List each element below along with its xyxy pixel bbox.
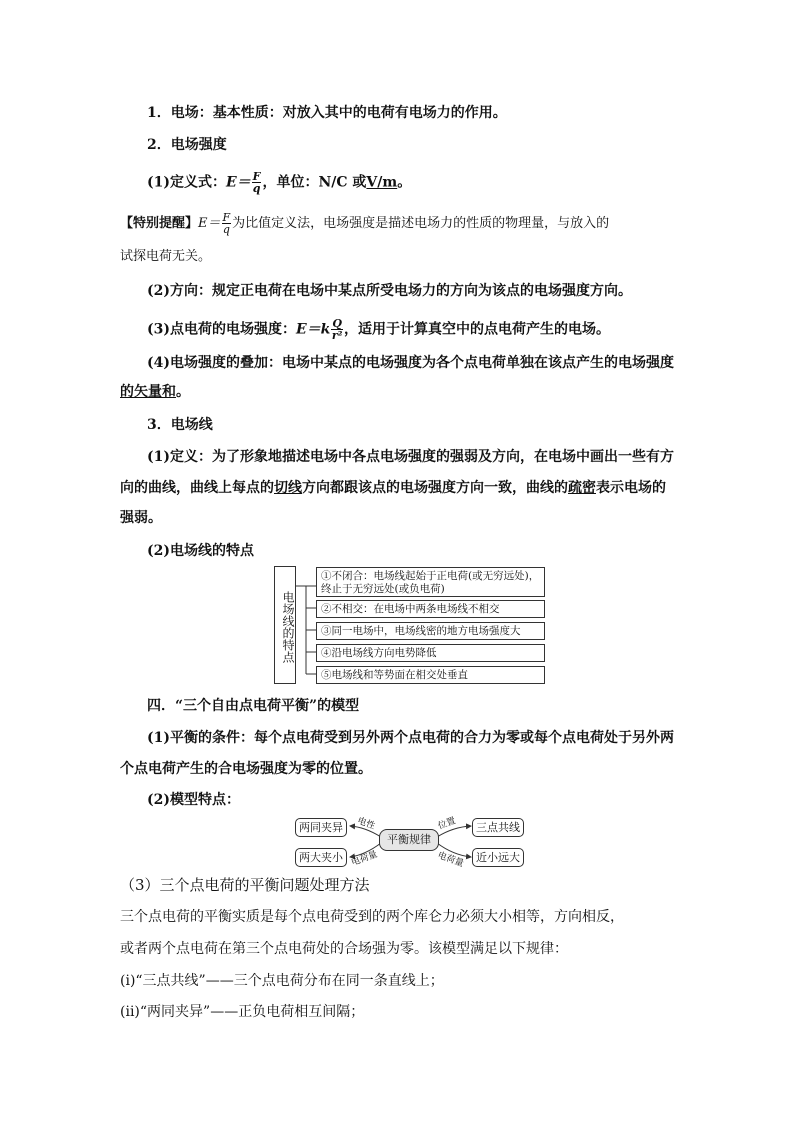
superposition-line-2 [120,383,190,401]
balance-rules-diagram [295,815,525,870]
point-2-heading: 2．电场强度 [147,137,227,153]
note-numerator: F [222,211,231,224]
feature-item-2: ②不相交：在电场中两条电场线不相交 [316,600,545,618]
rule-ii: (ii)“两同夹异”——正负电荷相互间隔； [120,1004,365,1020]
note-fraction [222,212,232,235]
feature-item-3: ③同一电场中，电场线密的地方电场强度大 [316,622,545,640]
vector-sum: 的矢量和 [120,384,176,400]
point-charge-label: (3)点电荷的电场强度： [147,321,296,338]
method-heading: （3）三个点电荷的平衡问题处理方法 [120,876,370,894]
feature-item-1: ①不闭合：电场线起始于正电荷(或无穷远处)，终止于无穷远处(或负电荷) [316,567,545,597]
note-tag: 【特别提醒】 [120,216,199,231]
def-part-a: 向的曲线，曲线上每点的 [120,480,274,496]
special-note-line [120,212,609,235]
balance-condition-line: (1)平衡的条件：每个点电荷受到另外两个点电荷的合力为零或每个点电荷处于另外两 [147,730,674,746]
method-text-1: 三个点电荷的平衡实质是每个点电荷受到的两个库仑力必须大小相等，方向相反， [120,909,624,925]
field-line-definition-2 [120,479,666,497]
note-text: 为比值定义法，电场强度是描述电场力的性质的物理量，与放入的 [232,216,610,231]
definition-formula-line [147,171,411,194]
fraction-q-over-r2 [331,318,343,341]
definition-label: (1)定义式： [147,174,226,191]
field-line-features-heading: (2)电场线的特点 [147,543,254,559]
fraction-q: Q [332,317,342,330]
fraction-r2: r² [331,329,343,342]
note-denominator: q [222,223,230,236]
field-line-definition: (1)定义：为了形象地描述电场中各点电场强度的强弱及方向，在电场中画出一些有方 [147,449,674,465]
model-features-heading: (2)模型特点： [147,792,240,808]
point-charge-field-line [147,318,610,341]
fraction-numerator: F [252,170,261,183]
label-charge-sign: 电性 [355,816,377,832]
label-charge-amount-left: 电荷量 [350,849,379,869]
point-1-electric-field: 1．电场：基本性质：对放入其中的电荷有电场力的作用。 [147,105,507,121]
label-position: 位置 [436,816,458,832]
mindmap-root: 电场线的特点 [274,566,296,684]
rule-i: (i)“三点共线”——三个点电荷分布在同一条直线上； [120,973,444,989]
balance-rule-center: 平衡规律 [379,829,439,851]
period: 。 [176,384,190,400]
unit-vm: V/m [366,174,398,191]
tangent-term: 切线 [274,480,302,496]
note-formula-e: E＝ [198,216,221,231]
rule-two-large-sandwich-small: 两大夹小 [295,848,347,867]
point-charge-note: ，适用于计算真空中的点电荷产生的电场。 [343,321,610,338]
formula-e: E＝ [226,174,251,191]
field-line-definition-3: 强弱。 [120,510,162,526]
rule-two-same-sandwich-different: 两同夹异 [295,818,347,837]
field-line-features-diagram [274,566,546,686]
section-4-heading: 四．“三个自由点电荷平衡”的模型 [147,698,360,714]
feature-item-4: ④沿电场线方向电势降低 [316,644,545,662]
fraction-f-over-q [252,171,262,194]
rule-three-points-collinear: 三点共线 [472,818,524,837]
def-part-c: 表示电场的 [596,480,666,496]
label-charge-amount-right: 电荷量 [436,850,465,870]
note-text-continuation: 试探电荷无关。 [120,249,212,264]
direction-line: (2)方向：规定正电荷在电场中某点所受电场力的方向为该点的电场强度方向。 [147,283,632,299]
rule-near-small-far-large: 近小远大 [472,848,524,867]
period: 。 [397,174,412,191]
superposition-line: (4)电场强度的叠加：电场中某点的电场强度为各个点电荷单独在该点产生的电场强度 [147,355,674,371]
unit-text: ，单位：N/C 或 [262,174,367,191]
method-text-2: 或者两个点电荷在第三个点电荷处的合场强为零。该模型满足以下规律： [120,941,568,957]
point-charge-formula: E＝k [296,321,331,338]
point-3-heading: 3．电场线 [147,417,213,433]
def-part-b: 方向都跟该点的电场强度方向一致，曲线的 [302,480,568,496]
balance-condition-line-2: 个点电荷产生的合电场强度为零的位置。 [120,761,372,777]
density-term: 疏密 [568,480,596,496]
feature-item-5: ⑤电场线和等势面在相交处垂直 [316,666,545,684]
fraction-denominator: q [252,182,261,195]
